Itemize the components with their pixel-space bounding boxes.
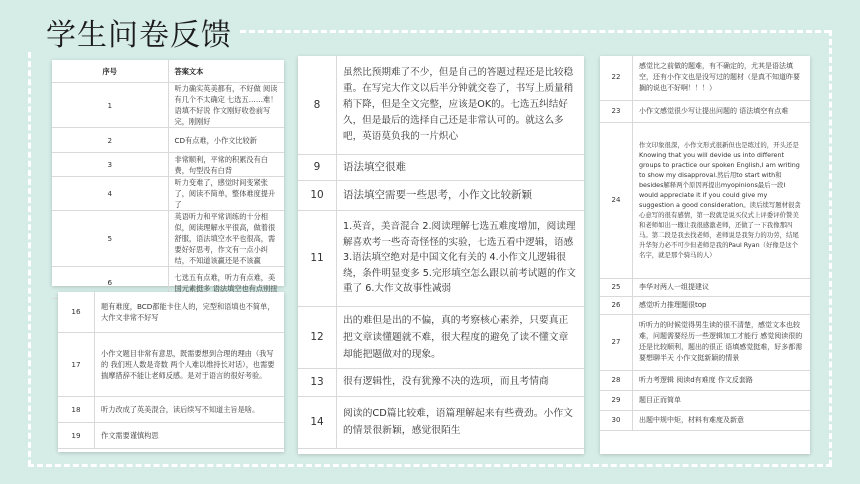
table-row bbox=[52, 128, 284, 153]
dashed-border-right bbox=[829, 30, 832, 466]
row-text: 李华对两人一组提建议 bbox=[633, 278, 811, 296]
table-row bbox=[600, 410, 810, 430]
row-text: 感觉听力推理题很top bbox=[633, 296, 811, 314]
row-number: 18 bbox=[58, 396, 95, 422]
row-number: 25 bbox=[600, 278, 633, 296]
table-row bbox=[600, 56, 810, 100]
feedback-table-middle bbox=[298, 56, 584, 454]
row-text: 小作文感觉很少写让提出问题的 语法填空有点难 bbox=[633, 100, 811, 122]
row-text: 阅读的CD篇比较难，语篇理解起来有些费劲。小作文的情景很新颖，感觉很陌生 bbox=[337, 396, 585, 448]
page-title: 学生问卷反馈 bbox=[46, 18, 232, 53]
row-number: 19 bbox=[58, 422, 95, 448]
table-row bbox=[58, 396, 284, 422]
table-row bbox=[298, 306, 584, 368]
table-row bbox=[52, 177, 284, 211]
row-text: 作文需要谨慎构思 bbox=[95, 422, 285, 448]
row-text: 作文印象很深，小作文形式很新但也是练过的，开头还是Knowing that you will devide us into different groups to practice our spoken English,I am writing to show my disapproval.然后用to start with和besides解释两个原因再提出myopinions最后一段I would appreciate it if you could give my suggestion a good consideration。读后续写题材很贪心意写的很有感情，第一段就是说买仪式上评委评价赞美和老师如出一辙让我很感激老师，还做了一下我像那四马。第二段是我去找老师，老师说是我努力的功劳，结尾升华努力必不可少但老师是我的Paul Ryan（好像是这个名字，就是那个骑马的人） bbox=[633, 122, 811, 278]
row-text: CD有点难，小作文比较新 bbox=[168, 128, 284, 153]
table-header-row bbox=[52, 60, 284, 83]
row-text: 语法填空需要一些思考，小作文比较新颖 bbox=[337, 180, 585, 210]
table-row bbox=[58, 332, 284, 396]
table-row bbox=[600, 370, 810, 390]
dashed-border-top bbox=[240, 30, 830, 33]
row-text: 七选五有点难，听力有点难，美国元素挺多 语法填空也有点别扭 bbox=[168, 267, 284, 299]
table-row bbox=[298, 368, 584, 396]
dashed-border-left bbox=[28, 52, 31, 466]
table-row bbox=[600, 296, 810, 314]
row-text: 听听力的时候觉得男生读的很不清楚，感觉文本也较难，问题需要经历一些逻辑加工才能行 感觉阅读很的还是比较顺利，题出的很正 语填感觉挺难，好多都需要想聊半天 小作文挺新颖的情景 bbox=[633, 314, 811, 370]
row-number: 2 bbox=[52, 128, 168, 153]
feedback-table-right bbox=[600, 56, 810, 454]
row-number: 29 bbox=[600, 390, 633, 410]
row-text: 1.英音，美音混合 2.阅读理解七选五难度增加，阅读理解喜欢考一些奇奇怪怪的实验，七选五看中逻辑，语感 3.语法填空绝对是中国文化有关的 4.小作文儿逻辑很绕，条件明显变多 5.完形填空怎么跟以前考试题的作文重了 6.大作文故事性减弱 bbox=[337, 210, 585, 306]
row-text: 出题中规中矩，材料有难度及新意 bbox=[633, 410, 811, 430]
row-number: 17 bbox=[58, 332, 95, 396]
header-number: 序号 bbox=[52, 60, 168, 83]
row-number: 26 bbox=[600, 296, 633, 314]
feedback-table-left-top bbox=[52, 60, 284, 293]
table-row bbox=[600, 390, 810, 410]
row-number: 10 bbox=[298, 180, 337, 210]
row-number: 23 bbox=[600, 100, 633, 122]
row-number: 9 bbox=[298, 154, 337, 180]
header-answer-text: 答案文本 bbox=[168, 60, 284, 83]
row-number: 3 bbox=[52, 153, 168, 177]
table-row bbox=[600, 100, 810, 122]
table-row bbox=[52, 153, 284, 177]
row-number: 11 bbox=[298, 210, 337, 306]
table-row bbox=[52, 83, 284, 128]
table-row bbox=[600, 314, 810, 370]
row-number: 1 bbox=[52, 83, 168, 128]
row-text: 感觉比之前做的题难，有不确定的，尤其是语法填空，还有小作文也是没写过的题材（是真不知道昨要搁的说也不好啊！！！） bbox=[633, 56, 811, 100]
table-row bbox=[58, 422, 284, 448]
row-text: 语法填空很难 bbox=[337, 154, 585, 180]
row-number: 12 bbox=[298, 306, 337, 368]
row-number: 13 bbox=[298, 368, 337, 396]
row-text: 听力变难了，感觉时间变紧张了，阅读不简单，整体难度提升了 bbox=[168, 177, 284, 211]
row-text: 出的难但是出的不偏，真的考察核心素养，只要真正把文章读懂题就不难，很大程度的避免了读不懂文章却能把题做对的现象。 bbox=[337, 306, 585, 368]
table-row bbox=[298, 56, 584, 154]
row-number: 28 bbox=[600, 370, 633, 390]
row-number: 16 bbox=[58, 292, 95, 332]
row-number: 24 bbox=[600, 122, 633, 278]
table-row bbox=[298, 180, 584, 210]
dashed-border-bottom bbox=[28, 464, 832, 467]
table-row bbox=[298, 210, 584, 306]
row-text: 题目正而简单 bbox=[633, 390, 811, 410]
row-text: 题有难度，BCD都能卡住人的，完型和语填也不简单，大作文非常不好写 bbox=[95, 292, 285, 332]
row-number: 6 bbox=[52, 267, 168, 299]
row-number: 5 bbox=[52, 211, 168, 267]
row-number: 30 bbox=[600, 410, 633, 430]
row-text: 很有逻辑性，没有犹豫不决的选项，而且考情商 bbox=[337, 368, 585, 396]
table-row bbox=[58, 292, 284, 332]
row-number: 27 bbox=[600, 314, 633, 370]
row-number: 8 bbox=[298, 56, 337, 154]
row-text: 小作文题目非常有意思，既需要想到合理的理由（我写的 我们班人数是奇数 两个人难以维持长对话），也需要揣摩措辞不能让老师反感。是对于语言的很好考验。 bbox=[95, 332, 285, 396]
table-row bbox=[600, 122, 810, 278]
row-text: 听力改成了英美混合，读后续写不知道主旨是啥。 bbox=[95, 396, 285, 422]
row-number: 4 bbox=[52, 177, 168, 211]
row-number: 22 bbox=[600, 56, 633, 100]
row-text: 听力考逻辑 阅读d有难度 作文反套路 bbox=[633, 370, 811, 390]
table-row bbox=[298, 396, 584, 448]
row-text: 虽然比预期难了不少，但是自己的答题过程还是比较稳重。在写完大作文以后半分钟就交卷了，书写上质量稍稍下降，但是全文完整，应该是OK的。七选五纠结好久，但是最后的选择自己还是非常认可的。就这么多吧，英语莫负我的一片炽心 bbox=[337, 56, 585, 154]
row-text: 听力确实英美都有，不好做 阅读有几个不太确定 七选五……难！ 语填不好说 作文刚好收卷前写完，刚刚好 bbox=[168, 83, 284, 128]
table-row bbox=[600, 278, 810, 296]
row-text: 英语听力和平常训练的十分相似，阅读理解水平很高，做着很舒服，语法填空水平也很高，需要好好思考，作文有一点小纠结，不知道该赢还是不该赢 bbox=[168, 211, 284, 267]
row-number: 14 bbox=[298, 396, 337, 448]
feedback-table-left-bottom bbox=[58, 292, 284, 452]
table-row bbox=[52, 211, 284, 267]
table-row bbox=[298, 154, 584, 180]
row-text: 非常顺利，平常的积累没有白费，句型没有白背 bbox=[168, 153, 284, 177]
